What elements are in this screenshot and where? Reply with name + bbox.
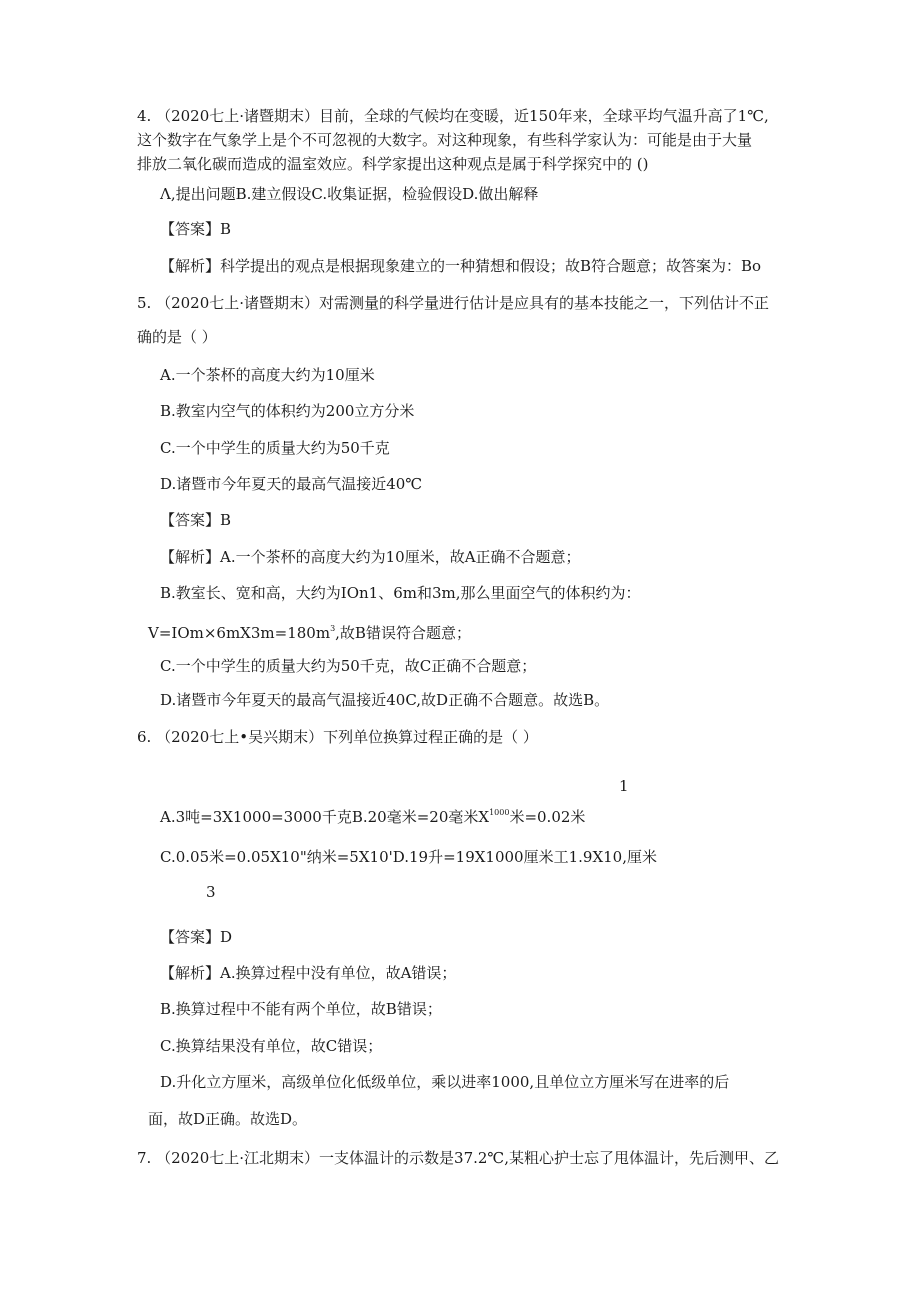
q6-options-ab-result: 米=0.02米 <box>509 808 586 826</box>
q5-analysis-a: 【解析】A.一个茶杯的高度大约为10厘米，故A正确不合题意； <box>160 548 581 566</box>
q5-option-c: C.一个中学生的质量大约为50千克 <box>160 439 390 457</box>
q5-analysis-d: D.诸暨市今年夏天的最高气温接近40C,故D正确不合题意。故选B。 <box>160 691 610 709</box>
q4-answer: 【答案】B <box>160 220 232 238</box>
q6-options-ab-exponent: 1000 <box>489 808 510 817</box>
q6-options-cd: C.0.05米=0.05X10"纳米=5X10'D.19升=19X1000厘米工1.9X10,厘米 <box>160 848 657 866</box>
q5-option-b: B.教室内空气的体积约为200立方分米 <box>160 402 415 420</box>
q5-option-d: D.诸暨市今年夏天的最高气温接近40℃ <box>160 475 423 493</box>
q5-answer: 【答案】B <box>160 511 232 529</box>
q6-options-ab <box>160 803 585 827</box>
q4-stem-line2: 这个数字在气象学上是个不可忽视的大数字。对这种现象，有些科学家认为：可能是由于大量 <box>137 131 753 149</box>
q7-stem-line1: 7. （2020七上·江北期末）一支体温计的示数是37.2℃,某粗心护士忘了甩体温计，先后测甲、乙 <box>137 1149 779 1167</box>
q6-analysis-b: B.换算过程中不能有两个单位，故B错误； <box>160 1000 442 1018</box>
q4-analysis: 【解析】科学提出的观点是根据现象建立的一种猜想和假设；故B符合题意；故答案为：Bo <box>160 257 762 275</box>
q5-analysis-c: C.一个中学生的质量大约为50千克，故C正确不合题意； <box>160 657 537 675</box>
q5-analysis-b-formula <box>148 619 471 643</box>
q5-formula-conclusion: ,故B错误符合题意； <box>335 624 471 642</box>
q5-option-a: A.一个茶杯的高度大约为10厘米 <box>160 366 375 384</box>
q5-stem-line1: 5. （2020七上·诸暨期末）对需测量的科学量进行估计是应具有的基本技能之一，下列估计不正 <box>137 294 770 312</box>
q5-formula-text: V=IOm×6mX3m=180m <box>148 624 331 642</box>
q4-options: Λ,提出问题B.建立假设C.收集证据，检验假设D.做出解释 <box>160 185 539 203</box>
q6-stem: 6. （2020七上•吴兴期末）下列单位换算过程正确的是（ ） <box>137 728 538 746</box>
q5-analysis-b: B.教室长、宽和高，大约为IOn1、6m和3m,那么里面空气的体积约为： <box>160 584 641 602</box>
q6-fraction-denominator: 3 <box>206 883 216 901</box>
q6-options-ab-text: A.3吨=3X1000=3000千克B.20毫米=20毫米X <box>160 808 490 826</box>
q6-fraction-numerator: 1 <box>619 777 629 795</box>
q6-answer: 【答案】D <box>160 928 233 946</box>
q5-formula-exponent: 3 <box>330 624 336 633</box>
q6-analysis-a: 【解析】A.换算过程中没有单位，故A错误； <box>160 964 457 982</box>
q4-stem-line1: 4. （2020七上·诸暨期末）目前，全球的气候均在变暖，近150年来，全球平均气温升高了1℃, <box>137 107 769 125</box>
q6-analysis-d-line1: D.升化立方厘米，高级单位化低级单位，乘以进率1000,且单位立方厘米写在进率的后 <box>160 1073 730 1091</box>
q6-analysis-d-line2: 面，故D正确。故选D。 <box>148 1110 308 1128</box>
q6-analysis-c: C.换算结果没有单位，故C错误； <box>160 1037 383 1055</box>
q4-stem-line3: 排放二氧化碳而造成的温室效应。科学家提出这种观点是属于科学探究中的 () <box>137 155 649 173</box>
q5-stem-line2: 确的是（ ） <box>137 328 217 346</box>
